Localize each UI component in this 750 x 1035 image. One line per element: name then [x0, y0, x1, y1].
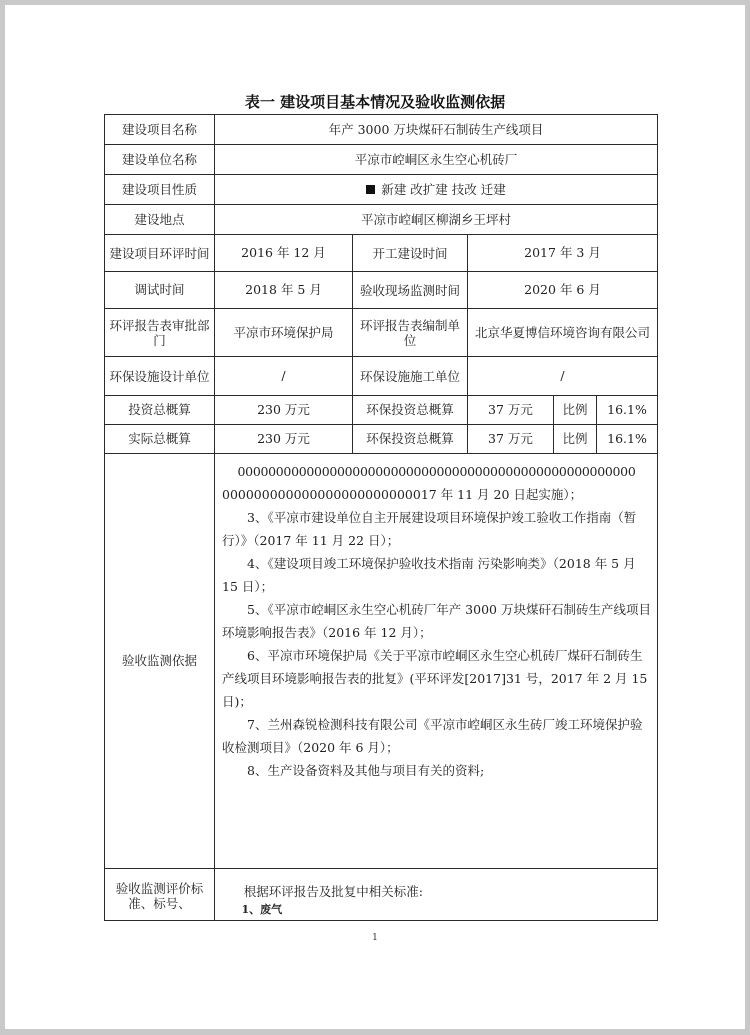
value-env-investment-estimate: 37 万元	[468, 396, 554, 425]
value-unit-name: 平凉市崆峒区永生空心机砖厂	[215, 145, 658, 175]
nature-options: 新建 改扩建 技改 迁建	[381, 181, 506, 197]
label-investment-actual: 实际总概算	[105, 425, 215, 454]
basis-line: 0000000000000000000000000000000000000000000000000000	[237, 464, 636, 479]
row-eia-time	[105, 235, 658, 272]
row-investment-actual	[105, 425, 658, 454]
label-design-unit: 环保设施设计单位	[105, 357, 215, 396]
value-investment-actual: 230 万元	[215, 425, 353, 454]
table-title: 表一 建设项目基本情况及验收监测依据	[244, 93, 506, 111]
value-design-unit: /	[215, 357, 353, 396]
label-monitor-time: 验收现场监测时间	[353, 272, 468, 309]
label-investment-estimate: 投资总概算	[105, 396, 215, 425]
value-start-time: 2017 年 3 月	[468, 235, 658, 272]
value-project-name: 年产 3000 万块煤矸石制砖生产线项目	[215, 115, 658, 145]
value-ratio-actual: 16.1%	[597, 425, 658, 454]
value-investment-estimate: 230 万元	[215, 396, 353, 425]
row-location	[105, 205, 658, 235]
standards-content	[215, 869, 658, 921]
standards-intro: 根据环评报告及批复中相关标准:	[243, 884, 423, 899]
label-unit-name: 建设单位名称	[105, 145, 215, 175]
label-env-investment-actual: 环保投资总概算	[353, 425, 468, 454]
label-basis: 验收监测依据	[105, 454, 215, 869]
value-location: 平凉市崆峒区柳湖乡王坪村	[215, 205, 658, 235]
checkbox-checked-icon	[366, 185, 375, 194]
label-eia-time: 建设项目环评时间	[105, 235, 215, 272]
label-compile-unit: 环评报告表编制单位	[353, 309, 468, 357]
row-debug-time	[105, 272, 658, 309]
document-page	[5, 5, 745, 1029]
row-approval	[105, 309, 658, 357]
label-location: 建设地点	[105, 205, 215, 235]
value-nature	[215, 175, 658, 205]
page-number: 1	[372, 933, 378, 943]
label-standards: 验收监测评价标准、标号、	[105, 869, 215, 921]
value-monitor-time: 2020 年 6 月	[468, 272, 658, 309]
basis-line: 000000000000000000000000017 年 11 月 20 日起实施）；	[222, 487, 583, 502]
basis-content	[215, 454, 658, 869]
label-project-name: 建设项目名称	[105, 115, 215, 145]
value-construction-unit: /	[468, 357, 658, 396]
standards-item-1: 1、废气	[241, 903, 283, 916]
label-start-time: 开工建设时间	[353, 235, 468, 272]
project-info-table	[104, 114, 658, 921]
label-approval-dept: 环评报告表审批部门	[105, 309, 215, 357]
value-env-investment-actual: 37 万元	[468, 425, 554, 454]
label-construction-unit: 环保设施施工单位	[353, 357, 468, 396]
row-design-unit	[105, 357, 658, 396]
label-nature: 建设项目性质	[105, 175, 215, 205]
basis-item: 7、兰州森锐检测科技有限公司《平凉市崆峒区永生砖厂竣工环境保护验收检测项目》（2020 年 6 月）；	[222, 717, 643, 755]
row-project-name	[105, 115, 658, 145]
value-eia-time: 2016 年 12 月	[215, 235, 353, 272]
value-debug-time: 2018 年 5 月	[215, 272, 353, 309]
row-unit-name	[105, 145, 658, 175]
basis-item: 8、生产设备资料及其他与项目有关的资料;	[247, 763, 485, 778]
label-ratio-actual: 比例	[554, 425, 597, 454]
value-approval-dept: 平凉市环境保护局	[215, 309, 353, 357]
label-debug-time: 调试时间	[105, 272, 215, 309]
label-ratio-estimate: 比例	[554, 396, 597, 425]
basis-item: 5、《平凉市崆峒区永生空心机砖厂年产 3000 万块煤矸石制砖生产线项目环境影响报告表》（2016 年 12 月）；	[222, 602, 651, 640]
basis-item: 4、《建设项目竣工环境保护验收技术指南 污染影响类》（2018 年 5 月 15 日）；	[222, 556, 636, 594]
basis-item: 3、《平凉市建设单位自主开展建设项目环境保护竣工验收工作指南（暂行）》（2017 年 11 月 22 日）；	[222, 510, 637, 548]
row-basis	[105, 454, 658, 869]
value-ratio-estimate: 16.1%	[597, 396, 658, 425]
basis-item: 6、平凉市环境保护局《关于平凉市崆峒区永生空心机砖厂煤矸石制砖生产线项目环境影响报告表的批复》(平环评发[2017]31 号，2017 年 2 月 15 日)；	[222, 648, 648, 709]
row-standards	[105, 869, 658, 921]
value-compile-unit: 北京华夏博信环境咨询有限公司	[468, 309, 658, 357]
row-nature	[105, 175, 658, 205]
row-investment-estimate	[105, 396, 658, 425]
label-env-investment-estimate: 环保投资总概算	[353, 396, 468, 425]
